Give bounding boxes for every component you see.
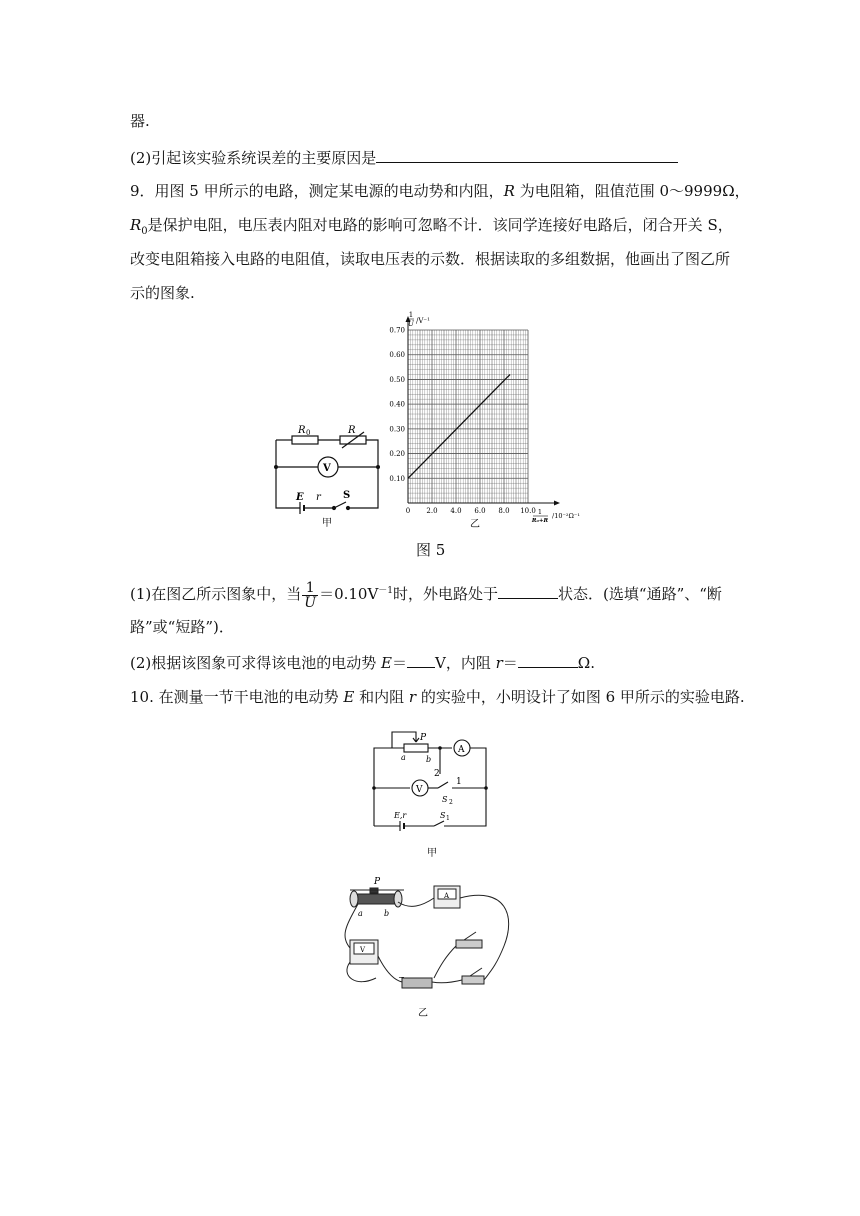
svg-text:E: E — [296, 492, 304, 503]
figure6-circuit — [368, 728, 498, 863]
chart-caption: 乙 — [470, 519, 480, 530]
figure5-chart — [370, 308, 600, 533]
ylabel-unit: /V⁻¹ — [416, 317, 430, 325]
y-tick-label: 0.60 — [389, 351, 405, 360]
q9-line1: 9．用图 5 甲所示的电路，测定某电源的电动势和内阻，R 为电阻箱，阻值范围 0～9999Ω， — [130, 182, 750, 200]
svg-text:a: a — [401, 753, 406, 762]
q8-continuation: 器. — [130, 112, 150, 130]
q9-sub2: (2)根据该图象可求得该电池的电动势 E＝ V，内阻 r＝ Ω. — [130, 651, 595, 673]
equipment-caption: 乙 — [418, 1008, 428, 1019]
svg-text:a: a — [358, 909, 363, 918]
svg-text:r: r — [316, 492, 321, 503]
voltmeter-label: V — [323, 463, 331, 474]
svg-text:1: 1 — [446, 815, 450, 822]
x-tick-label: 6.0 — [474, 507, 486, 515]
svg-text:S: S — [442, 795, 448, 804]
answer-blank-E[interactable] — [407, 651, 435, 668]
svg-text:2: 2 — [434, 769, 440, 779]
fraction-1-over-U: $\frac{1}{U}$ — [304, 579, 317, 611]
circuit6-caption: 甲 — [427, 848, 437, 859]
svg-text:P: P — [374, 877, 381, 887]
figure6-equipment — [336, 876, 526, 1021]
circuit-caption: 甲 — [322, 518, 332, 529]
q8-part2: (2)引起该实验系统误差的主要原因是 — [130, 146, 678, 168]
xlabel-unit: /10⁻²Ω⁻¹ — [552, 512, 580, 520]
svg-text:−: − — [398, 973, 405, 982]
svg-text:S: S — [440, 811, 446, 820]
svg-text:b: b — [384, 909, 390, 918]
svg-text:P: P — [420, 733, 427, 743]
label-R0: R — [298, 425, 306, 436]
q9-sub1-line1: (1)在图乙所示图象中，当 $\frac{1}{U}$ $=0.10V^{-1}$时，外电路处于 状态．(选填“通路”、“断 — [130, 579, 722, 611]
answer-blank[interactable] — [376, 146, 678, 163]
y-tick-label: 0.40 — [389, 400, 405, 409]
y-tick-label: 0.20 — [389, 450, 405, 459]
label-R: R — [348, 425, 356, 436]
voltmeter-label: V — [416, 785, 423, 795]
ylabel-denominator: U — [408, 320, 414, 328]
q10-line1: 10. 在测量一节干电池的电动势 E 和内阻 r 的实验中，小明设计了如图 6 甲所示的实验电路. — [130, 688, 745, 706]
y-tick-label: 0.70 — [389, 326, 405, 335]
svg-text:1: 1 — [456, 777, 462, 787]
x-tick-label: 0 — [405, 507, 411, 515]
y-tick-label: 0.10 — [389, 474, 405, 483]
svg-text:2: 2 — [449, 799, 453, 806]
ylabel-numerator: 1 — [408, 311, 414, 319]
q9-line3: 改变电阻箱接入电路的电阻值，读取电压表的示数．根据读取的多组数据，他画出了图乙所 — [130, 250, 731, 268]
y-tick-label: 0.30 — [389, 425, 405, 434]
answer-blank[interactable] — [498, 582, 558, 599]
svg-text:b: b — [426, 755, 432, 764]
svg-text:A: A — [444, 892, 450, 900]
x-tick-label: 2.0 — [426, 507, 438, 515]
y-tick-label: 0.50 — [389, 375, 405, 384]
ammeter-label: A — [458, 745, 465, 755]
svg-text:0: 0 — [306, 429, 311, 437]
answer-blank-r[interactable] — [518, 651, 578, 668]
svg-text:R₀+R: R₀+R — [531, 518, 549, 524]
svg-text:S: S — [343, 490, 351, 501]
x-tick-label: 10.0 — [520, 507, 536, 515]
svg-text:E,r: E,r — [394, 811, 407, 820]
svg-text:V: V — [360, 946, 366, 954]
q9-line4: 示的图象. — [130, 284, 195, 302]
x-axis-arrow — [554, 501, 560, 506]
series-line — [408, 374, 510, 478]
q9-sub1-line2: 路”或“短路”)． — [130, 618, 234, 636]
figure5-caption: 图 5 — [416, 541, 446, 559]
x-tick-label: 4.0 — [450, 507, 462, 515]
svg-text:1: 1 — [537, 508, 543, 516]
q9-line2: $R_0$是保护电阻，电压表内阻对电路的影响可忽略不计．该同学连接好电路后，闭合开关 S， — [130, 216, 733, 237]
x-tick-label: 8.0 — [498, 507, 510, 515]
